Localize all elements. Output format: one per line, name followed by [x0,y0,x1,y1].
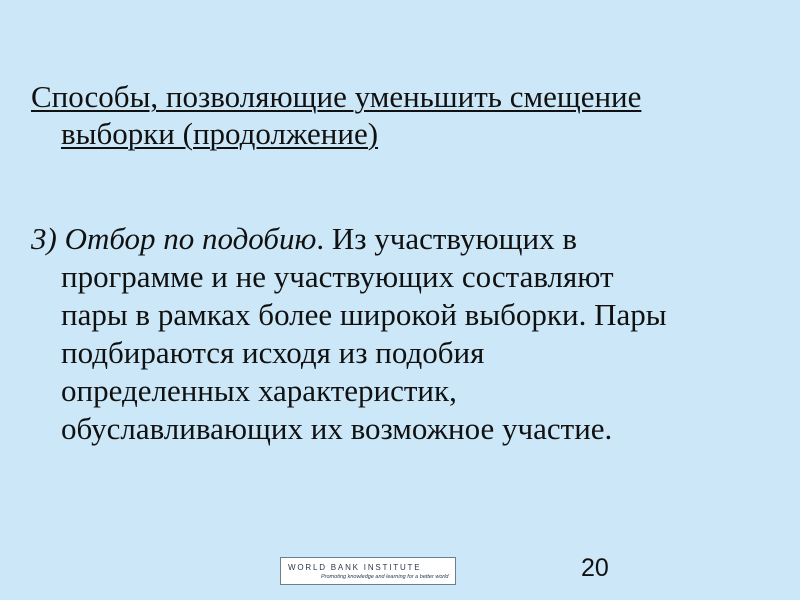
body-line-6: обуславливающих их возможное участие. [61,411,613,446]
page-number: 20 [581,554,609,582]
world-bank-institute-logo [280,557,456,585]
body-line-4: подбираются исходя из подобия [61,335,485,370]
body-line-1 [31,220,771,258]
item-number: 3) [31,221,57,256]
heading-line-2: выборки (продолжение) [61,116,379,151]
body-line-5: определенных характеристик, [61,373,457,408]
logo-tagline: Promoting knowledge and learning for a better world [321,574,449,580]
slide-body [31,220,771,448]
body-line-3: пары в рамках более широкой выборки. Пары [61,297,667,332]
slide-heading [31,78,751,152]
heading-line-1: Способы, позволяющие уменьшить смещение [31,79,642,114]
body-line-1-rest: . Из участвующих в [316,221,577,256]
body-line-2: программе и не участвующих составляют [61,259,614,294]
italic-term: Отбор по подобию [64,221,317,256]
logo-title: WORLD BANK INSTITUTE [288,563,422,572]
